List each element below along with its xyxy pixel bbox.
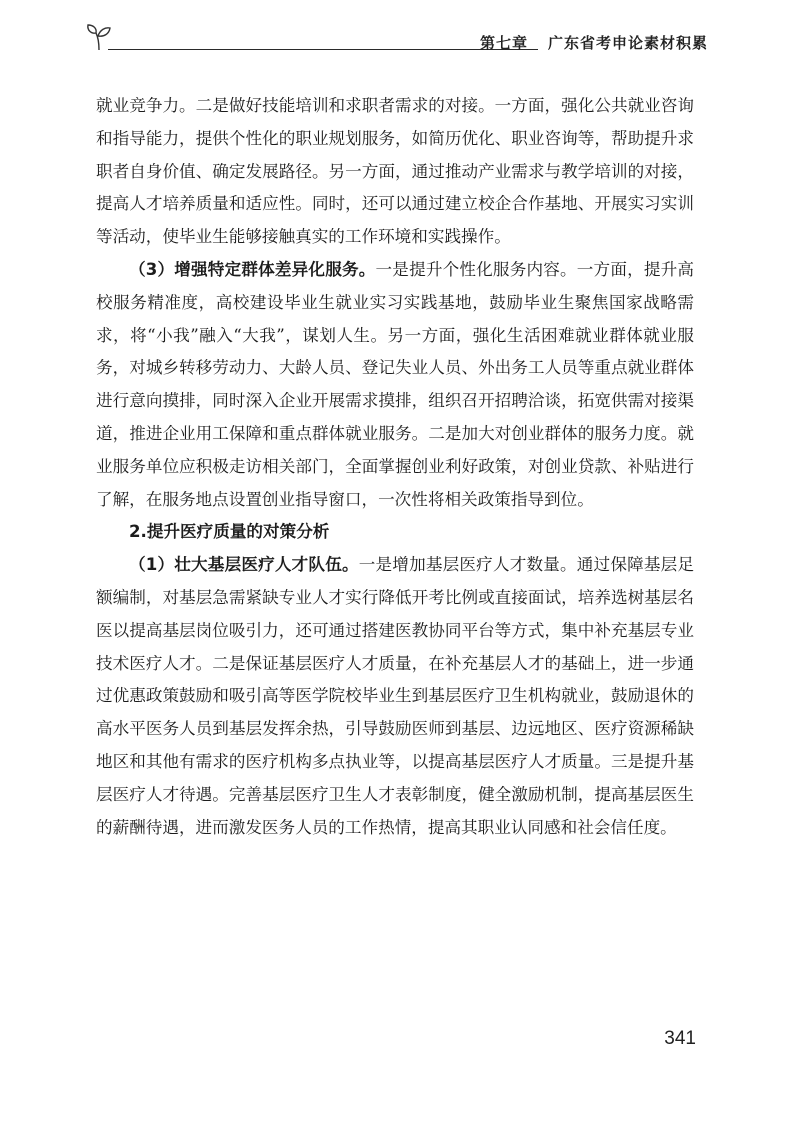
paragraph-text: 一是提升个性化服务内容。一方面，提升高校服务精准度，高校建设毕业生就业实习实践基地，鼓励毕业生聚焦国家战略需求，将“小我”融入“大我”，谋划人生。另一方面，强化生活困难就业群体就业服务，对城乡转移劳动力、大龄人员、登记失业人员、外出务工人员等重点就业群体进行意向摸排，同时深入企业开展需求摸排，组织召开招聘洽谈，拓宽供需对接渠道，推进企业用工保障和重点群体就业服务。二是加大对创业群体的服务力度。就业服务单位应积极走访相关部门，全面掌握创业利好政策，对创业贷款、补贴进行了解，在服务地点设置创业指导窗口，一次性将相关政策指导到位。 [96,259,695,509]
paragraph-text: 一是增加基层医疗人才数量。通过保障基层足额编制，对基层急需紧缺专业人才实行降低开考比例或直接面试，培养选树基层名医以提高基层岗位吸引力，还可通过搭建医教协同平台等方式，集中补充基层专业技术医疗人才。二是保证基层医疗人才质量，在补充基层人才的基础上，进一步通过优惠政策鼓励和吸引高等医学院校毕业生到基层医疗卫生机构就业，鼓励退休的高水平医务人员到基层发挥余热，引导鼓励医师到基层、边远地区、医疗资源稀缺地区和其他有需求的医疗机构多点执业等，以提高基层医疗人才质量。三是提升基层医疗人才待遇。完善基层医疗卫生人才表彰制度，健全激励机制，提高基层医生的薪酬待遇，进而激发医务人员的工作热情，提高其职业认同感和社会信任度。 [96,555,694,837]
subheading: （3）增强特定群体差异化服务。 [129,259,376,279]
paragraph [96,254,694,516]
page-number: 341 [664,1028,696,1049]
paragraph [96,549,694,844]
sprout-icon [86,22,112,52]
body-text [96,90,694,844]
page-header [86,22,708,58]
section-heading: 2.提升医疗质量的对策分析 [129,522,330,542]
running-head [480,32,708,53]
paragraph: 就业竞争力。二是做好技能培训和求职者需求的对接。一方面，强化公共就业咨询和指导能力，提供个性化的职业规划服务，如简历优化、职业咨询等，帮助提升求职者自身价值、确定发展路径。另一方面，通过推动产业需求与教学培训的对接，提高人才培养质量和适应性。同时，还可以通过建立校企合作基地、开展实习实训等活动，使毕业生能够接触真实的工作环境和实践操作。 [96,96,694,247]
header-rule [108,49,538,50]
book-title: 广东省考申论素材积累 [547,34,708,52]
subheading: （1）壮大基层医疗人才队伍。 [129,555,359,575]
chapter-label: 第七章 [479,34,528,52]
